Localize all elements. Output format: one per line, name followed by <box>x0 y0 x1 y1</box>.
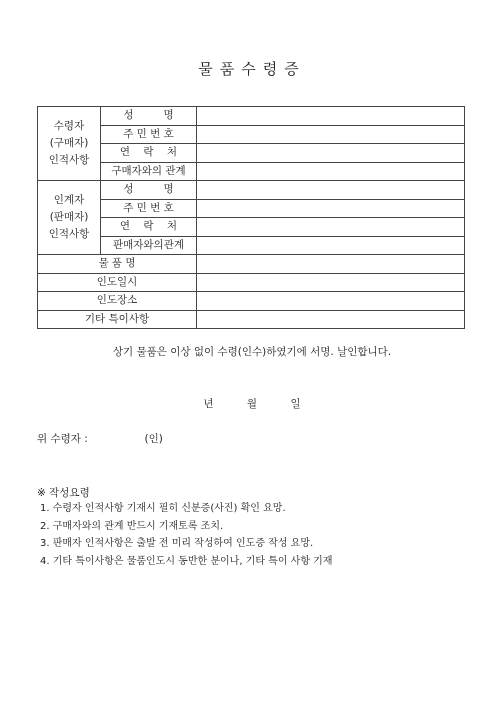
group-label-line: 인적사항 <box>48 154 90 166</box>
delivery-place-field[interactable] <box>197 292 465 311</box>
remarks-field[interactable] <box>197 310 465 329</box>
table-row <box>38 144 465 163</box>
field-label: 구매자와의 관계 <box>101 162 197 181</box>
field-label: 연 락 처 <box>101 144 197 163</box>
table-row <box>38 218 465 237</box>
seller-group-label <box>38 181 101 255</box>
list-item: 3. 판매자 인적사항은 출발 전 미리 작성하여 인도증 작성 요망. <box>40 538 314 549</box>
group-label-line: 인적사항 <box>48 228 90 240</box>
document-title: 물품수령증 <box>198 60 306 78</box>
instructions-title: ※ 작성요령 <box>37 487 90 499</box>
field-label: 판매자와의관계 <box>101 236 197 255</box>
recipient-id-field[interactable] <box>197 125 465 144</box>
table-row <box>38 107 465 126</box>
list-item: 4. 기타 특이사항은 물품인도시 동반한 분이나, 기타 특이 사항 기재 <box>40 555 333 567</box>
delivery-datetime-field[interactable] <box>197 273 465 292</box>
list-item: 1. 수령자 인적사항 기재시 필히 신분증(사진) 확인 요망. <box>40 503 286 514</box>
group-label-line: 수령자 <box>53 120 85 132</box>
list-item: 2. 구매자와의 관계 반드시 기재토록 조치. <box>40 520 224 532</box>
field-label: 물 품 명 <box>38 255 197 274</box>
field-label: 인도장소 <box>38 292 197 311</box>
table-row <box>38 199 465 218</box>
item-name-field[interactable] <box>197 255 465 274</box>
group-label-line: 인계자 <box>53 194 85 206</box>
field-label: 주 민 번 호 <box>101 125 197 144</box>
table-row <box>38 310 465 329</box>
field-label: 성 명 <box>101 181 197 200</box>
field-label: 연 락 처 <box>101 218 197 237</box>
table-row <box>38 125 465 144</box>
field-label: 기타 특이사항 <box>38 310 197 329</box>
table-row <box>38 255 465 274</box>
recipient-signature-line: 위 수령자 : (인) <box>37 433 163 445</box>
table-row <box>38 292 465 311</box>
seller-id-field[interactable] <box>197 199 465 218</box>
table-row <box>38 236 465 255</box>
confirmation-statement: 상기 물품은 이상 없이 수령(인수)하였기에 서명. 날인합니다. <box>112 346 392 358</box>
table-row <box>38 181 465 200</box>
seller-contact-field[interactable] <box>197 218 465 237</box>
group-label-line: (구매자) <box>49 137 89 149</box>
table-row <box>38 162 465 181</box>
date-line: 년 월 일 <box>203 398 301 410</box>
seller-name-field[interactable] <box>197 181 465 200</box>
table-row <box>38 273 465 292</box>
instructions-list <box>40 500 333 570</box>
field-label: 주 민 번 호 <box>101 199 197 218</box>
group-label-line: (판매자) <box>49 211 89 223</box>
field-label: 성 명 <box>101 107 197 126</box>
recipient-group-label <box>38 107 101 181</box>
recipient-contact-field[interactable] <box>197 144 465 163</box>
field-label: 인도일시 <box>38 273 197 292</box>
recipient-relation-field[interactable] <box>197 162 465 181</box>
receipt-form-table <box>37 106 465 329</box>
seller-relation-field[interactable] <box>197 236 465 255</box>
recipient-name-field[interactable] <box>197 107 465 126</box>
